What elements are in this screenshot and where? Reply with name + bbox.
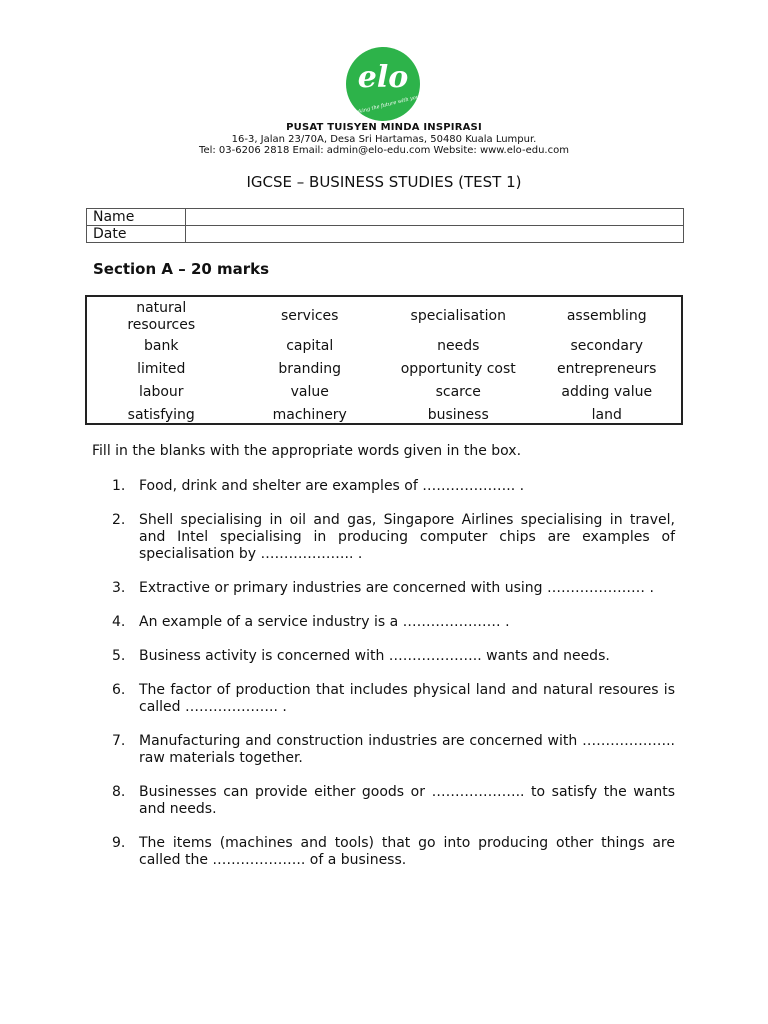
name-field[interactable]: [186, 209, 684, 226]
question-item: [112, 512, 675, 563]
question-text: Business activity is concerned with ……………….. wants and needs.: [139, 648, 610, 664]
word-box-cell: land: [591, 407, 622, 423]
word-box-cell: assembling: [566, 308, 647, 324]
word-box-cell: labour: [138, 384, 184, 400]
question-text: Shell specialising in oil and gas, Singapore Airlines specialising in travel, and Intel specialising in producing computer chips are examples of specialisation by ……………….. .: [139, 512, 675, 562]
name-row: [87, 209, 684, 226]
org-address: 16-3, Jalan 23/70A, Desa Sri Hartamas, 50480 Kuala Lumpur.: [231, 134, 537, 145]
word-box-cell: scarce: [435, 384, 481, 400]
question-item: [112, 835, 675, 869]
word-box-cell: natural resources: [127, 299, 196, 333]
question-number: 8.: [112, 784, 126, 800]
question-item: [112, 784, 675, 818]
word-box-cell: capital: [286, 338, 334, 354]
name-label: Name: [87, 209, 186, 226]
word-box: [85, 295, 683, 425]
word-box-cell: entrepreneurs: [557, 361, 657, 377]
question-item: [112, 478, 675, 495]
question-text: Businesses can provide either goods or ……………….. to satisfy the wants and needs.: [139, 784, 675, 817]
section-heading: Section A – 20 marks: [93, 260, 270, 278]
date-label: Date: [87, 226, 186, 243]
word-box-cell: value: [290, 384, 329, 400]
question-number: 5.: [112, 648, 126, 664]
page-title: IGCSE – BUSINESS STUDIES (TEST 1): [246, 173, 522, 191]
word-box-cell: branding: [278, 361, 342, 377]
word-box-cell: adding value: [561, 384, 653, 400]
word-box-row: [87, 298, 681, 335]
word-box-cell: opportunity cost: [400, 361, 516, 377]
question-text: Extractive or primary industries are concerned with using ………………… .: [139, 580, 654, 596]
question-number: 6.: [112, 682, 126, 698]
org-contact: Tel: 03-6206 2818 Email: admin@elo-edu.com Website: www.elo-edu.com: [199, 145, 569, 156]
question-number: 2.: [112, 512, 126, 528]
word-box-row: [87, 381, 681, 404]
question-text: The items (machines and tools) that go into producing other things are called the ……………….. of a business.: [139, 835, 675, 868]
student-info-table: [86, 208, 684, 243]
word-box-cell: needs: [437, 338, 480, 354]
question-item: [112, 580, 675, 597]
elo-logo: [343, 46, 423, 122]
question-number: 3.: [112, 580, 126, 596]
question-list: [112, 478, 675, 886]
question-text: The factor of production that includes physical land and natural resoures is called ……………….. .: [139, 682, 675, 715]
word-box-cell: secondary: [570, 338, 644, 354]
logo-text: elo: [357, 60, 409, 95]
question-number: 1.: [112, 478, 126, 494]
question-item: [112, 682, 675, 716]
date-row: [87, 226, 684, 243]
question-item: [112, 614, 675, 631]
word-box-cell: machinery: [272, 407, 347, 423]
question-number: 9.: [112, 835, 126, 851]
word-box-cell: limited: [137, 361, 186, 377]
question-number: 7.: [112, 733, 126, 749]
word-box-row: [87, 404, 681, 427]
word-box-table: [87, 298, 681, 427]
question-item: [112, 733, 675, 767]
question-item: [112, 648, 675, 665]
word-box-row: [87, 335, 681, 358]
instruction-text: Fill in the blanks with the appropriate words given in the box.: [92, 443, 522, 459]
question-number: 4.: [112, 614, 126, 630]
question-text: Manufacturing and construction industries are concerned with ……………….. raw materials together.: [139, 733, 675, 766]
word-box-cell: services: [281, 308, 339, 324]
logo-tagline: taking the future with you: [353, 94, 420, 116]
word-box-cell: bank: [144, 338, 179, 354]
org-name: PUSAT TUISYEN MINDA INSPIRASI: [286, 122, 482, 133]
word-box-cell: business: [427, 407, 489, 423]
word-box-cell: specialisation: [410, 308, 506, 324]
date-field[interactable]: [186, 226, 684, 243]
word-box-row: [87, 358, 681, 381]
question-text: Food, drink and shelter are examples of ……………….. .: [139, 478, 525, 494]
question-text: An example of a service industry is a ………………… .: [139, 614, 510, 630]
word-box-cell: satisfying: [127, 407, 195, 423]
